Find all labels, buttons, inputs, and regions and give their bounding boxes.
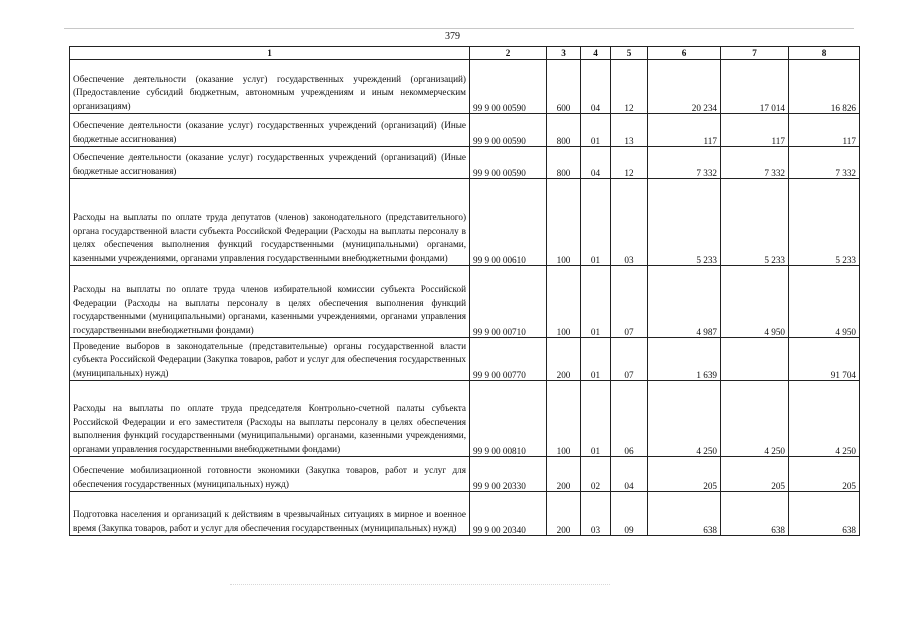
amount-col-7: 117 [721,114,789,147]
section-code: 01 [581,179,611,266]
column-header: 4 [581,47,611,60]
section-code: 01 [581,338,611,381]
amount-col-7: 5 233 [721,179,789,266]
amount-col-8: 91 704 [789,338,860,381]
subsection-code: 09 [611,492,648,536]
amount-col-6: 638 [648,492,721,536]
table-row [70,492,860,536]
expense-type-code: 100 [547,179,581,266]
column-header: 8 [789,47,860,60]
amount-col-8: 117 [789,114,860,147]
expense-type-code: 200 [547,457,581,492]
section-code: 03 [581,492,611,536]
table-row [70,114,860,147]
table-row [70,457,860,492]
top-rule [64,28,854,29]
row-description: Проведение выборов в законодательные (представительные) органы государственной власти субъекта Российской Федерации (Закупка товаров, работ и услуг для обеспечения государственных (муниципальных) нужд) [70,338,470,381]
subsection-code: 12 [611,147,648,179]
expense-type-code: 100 [547,266,581,338]
section-code: 04 [581,147,611,179]
amount-col-7: 7 332 [721,147,789,179]
target-article-code: 99 9 00 20330 [470,457,547,492]
amount-col-7: 4 250 [721,381,789,457]
column-header: 5 [611,47,648,60]
subsection-code: 07 [611,338,648,381]
expense-type-code: 200 [547,338,581,381]
scan-artifact-dots [230,584,610,585]
amount-col-6: 205 [648,457,721,492]
amount-col-6: 4 250 [648,381,721,457]
row-description: Обеспечение мобилизационной готовности экономики (Закупка товаров, работ и услуг для обеспечения государственных (муниципальных) нужд) [70,457,470,492]
amount-col-8: 4 250 [789,381,860,457]
column-header: 1 [70,47,470,60]
amount-col-7: 4 950 [721,266,789,338]
target-article-code: 99 9 00 00770 [470,338,547,381]
row-description: Подготовка населения и организаций к действиям в чрезвычайных ситуациях в мирное и военное время (Закупка товаров, работ и услуг для обеспечения государственных (муниципальных) нужд) [70,492,470,536]
column-header: 6 [648,47,721,60]
table-row [70,147,860,179]
subsection-code: 04 [611,457,648,492]
column-header: 2 [470,47,547,60]
subsection-code: 06 [611,381,648,457]
amount-col-8: 5 233 [789,179,860,266]
column-header: 7 [721,47,789,60]
row-description: Обеспечение деятельности (оказание услуг) государственных учреждений (организаций) (Предоставление субсидий бюджетным, автономным учреждениям и иным некоммерческим организациям) [70,60,470,114]
target-article-code: 99 9 00 00710 [470,266,547,338]
header-row [70,47,860,60]
row-description: Расходы на выплаты по оплате труда председателя Контрольно-счетной палаты субъекта Российской Федерации и его заместителя (Расходы на выплаты персоналу в целях обеспечения выполнения функций государственными (муниципальными) органами, казенными учреждениями, органами управления государственными внебюджетными фондами) [70,381,470,457]
section-code: 01 [581,266,611,338]
column-header: 3 [547,47,581,60]
expense-type-code: 100 [547,381,581,457]
row-description: Обеспечение деятельности (оказание услуг) государственных учреждений (организаций) (Иные бюджетные ассигнования) [70,147,470,179]
amount-col-8: 16 826 [789,60,860,114]
target-article-code: 99 9 00 00810 [470,381,547,457]
section-code: 01 [581,114,611,147]
row-description: Расходы на выплаты по оплате труда членов избирательной комиссии субъекта Российской Федерации (Расходы на выплаты персоналу в целях обеспечения выполнения функций государственными (муниципальными) органами, казенными учреждениями, органами управления государственными внебюджетными фондами) [70,266,470,338]
subsection-code: 13 [611,114,648,147]
amount-col-8: 7 332 [789,147,860,179]
page-number: 379 [445,31,460,42]
amount-col-7: 205 [721,457,789,492]
subsection-code: 03 [611,179,648,266]
amount-col-7: 638 [721,492,789,536]
target-article-code: 99 9 00 00590 [470,114,547,147]
amount-col-8: 205 [789,457,860,492]
subsection-code: 07 [611,266,648,338]
table-row [70,60,860,114]
row-description: Обеспечение деятельности (оказание услуг) государственных учреждений (организаций) (Иные бюджетные ассигнования) [70,114,470,147]
target-article-code: 99 9 00 00610 [470,179,547,266]
section-code: 04 [581,60,611,114]
row-description: Расходы на выплаты по оплате труда депутатов (членов) законодательного (представительного) органа государственной власти субъекта Российской Федерации (Расходы на выплаты персоналу в целях обеспечения выполнения функций государственными (муниципальными) органами, казенными учреждениями, органами управления государственными внебюджетными фондами) [70,179,470,266]
target-article-code: 99 9 00 00590 [470,147,547,179]
section-code: 01 [581,381,611,457]
amount-col-7 [721,338,789,381]
expense-type-code: 800 [547,114,581,147]
amount-col-7: 17 014 [721,60,789,114]
table-row [70,338,860,381]
amount-col-6: 5 233 [648,179,721,266]
target-article-code: 99 9 00 00590 [470,60,547,114]
target-article-code: 99 9 00 20340 [470,492,547,536]
amount-col-8: 4 950 [789,266,860,338]
amount-col-6: 4 987 [648,266,721,338]
section-code: 02 [581,457,611,492]
expense-type-code: 800 [547,147,581,179]
expense-type-code: 600 [547,60,581,114]
table-row [70,179,860,266]
amount-col-6: 117 [648,114,721,147]
table-row [70,266,860,338]
amount-col-8: 638 [789,492,860,536]
amount-col-6: 20 234 [648,60,721,114]
amount-col-6: 1 639 [648,338,721,381]
table-row [70,381,860,457]
expense-type-code: 200 [547,492,581,536]
subsection-code: 12 [611,60,648,114]
amount-col-6: 7 332 [648,147,721,179]
budget-table [69,46,860,536]
